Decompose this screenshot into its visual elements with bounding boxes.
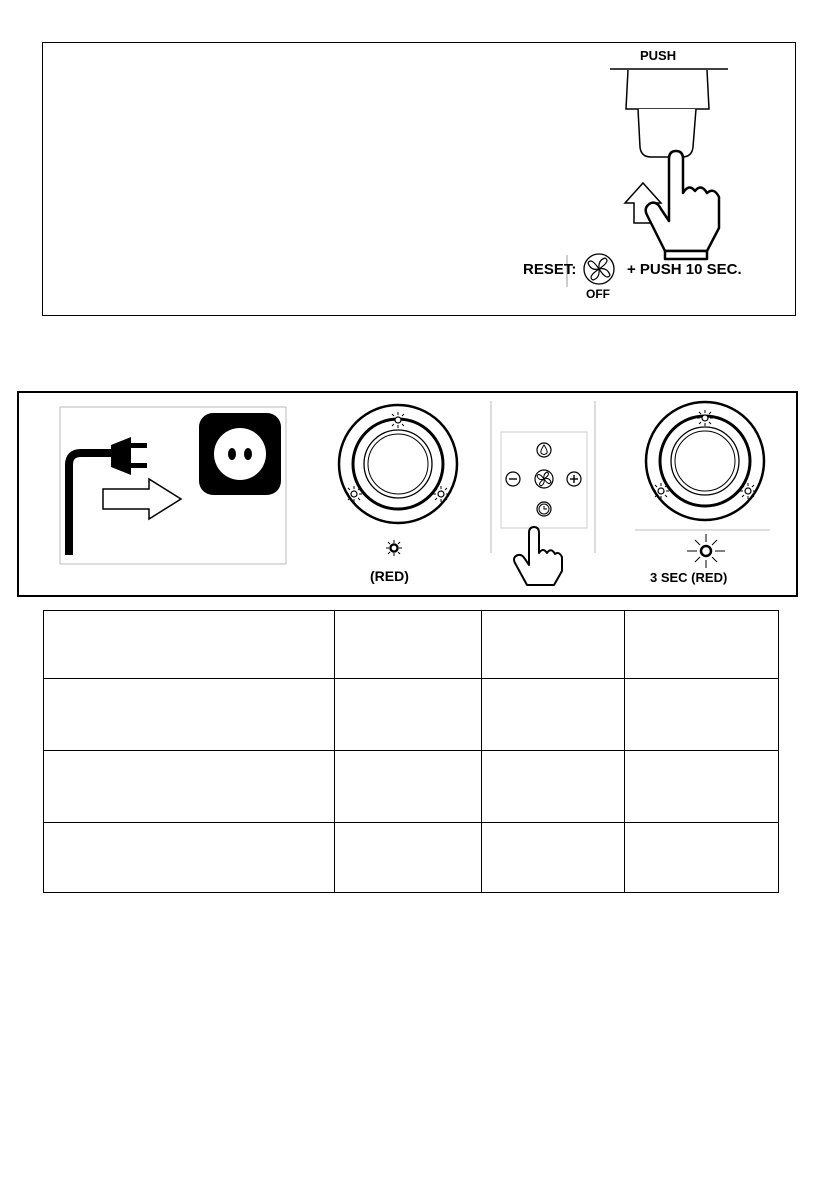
table-cell (44, 751, 335, 823)
control-knob (339, 405, 457, 556)
table-row (44, 823, 779, 893)
clock-icon (537, 502, 551, 516)
led-light-icon (687, 534, 725, 568)
table-row (44, 751, 779, 823)
push-duration-label: + PUSH 10 SEC. (627, 261, 742, 278)
table-cell (482, 611, 625, 679)
minus-icon (506, 472, 520, 486)
right-arrow-icon (103, 479, 181, 519)
reset-label: RESET: (523, 261, 577, 278)
pointing-hand-icon (646, 151, 719, 259)
table-cell (482, 823, 625, 893)
table-cell (625, 823, 779, 893)
table-cell (335, 611, 482, 679)
led-red-label: (RED) (370, 568, 409, 584)
off-label: OFF (586, 287, 610, 301)
table-cell (44, 823, 335, 893)
plus-icon (567, 472, 581, 486)
keypad (491, 401, 595, 585)
push-label: PUSH (640, 48, 677, 63)
table-row (44, 679, 779, 751)
led-red-3sec-label: 3 SEC (RED) (650, 570, 728, 585)
table-cell (625, 751, 779, 823)
pointing-hand-icon (514, 527, 562, 585)
table-cell (625, 611, 779, 679)
reset-instructions-panel (42, 42, 796, 316)
table-cell (335, 751, 482, 823)
table-cell (482, 751, 625, 823)
startup-illustration (19, 393, 796, 595)
table-cell (482, 679, 625, 751)
table-cell (335, 679, 482, 751)
led-light-icon (386, 540, 402, 556)
startup-instructions-panel (17, 391, 798, 597)
fan-icon (535, 470, 553, 488)
table-cell (625, 679, 779, 751)
drop-icon (537, 443, 551, 457)
table-row (44, 611, 779, 679)
table-cell (335, 823, 482, 893)
socket-icon (199, 413, 281, 495)
plug-socket-illustration (60, 407, 286, 564)
push-button (610, 69, 728, 157)
table-cell (44, 611, 335, 679)
settings-table (43, 610, 779, 893)
control-knob (635, 402, 770, 568)
table-cell (44, 679, 335, 751)
